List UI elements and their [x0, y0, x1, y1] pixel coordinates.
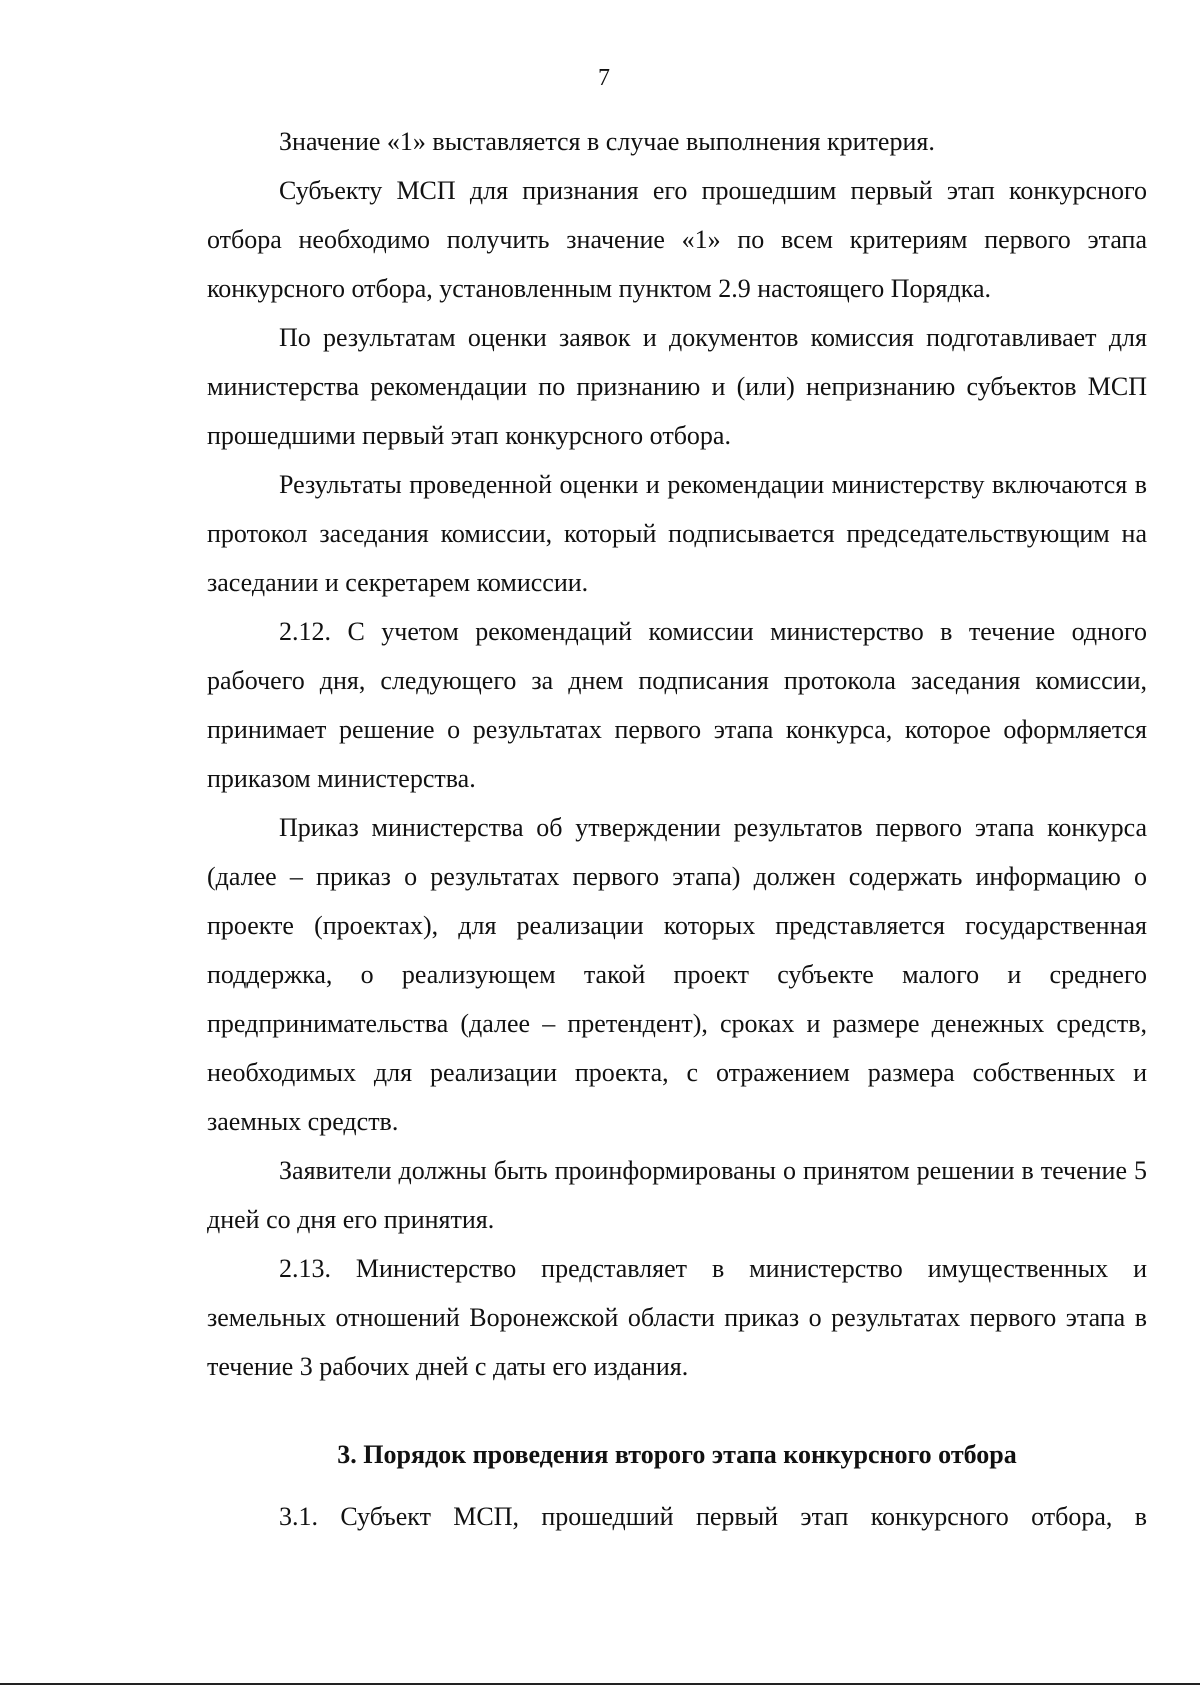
document-body: [207, 117, 1147, 1541]
section-3-heading: 3. Порядок проведения второго этапа конкурсного отбора: [337, 1440, 1017, 1469]
paragraph-applicants-notified: Заявители должны быть проинформированы о принятом решении в течение 5 дней со дня его принятия.: [207, 1156, 1147, 1234]
bottom-rule: [0, 1683, 1200, 1685]
paragraph-evaluation-protocol: Результаты проведенной оценки и рекомендации министерству включаются в протокол заседания комиссии, который подписывается председательствующим на заседании и секретарем комиссии.: [207, 470, 1147, 597]
paragraph-ministry-order: Приказ министерства об утверждении результатов первого этапа конкурса (далее – приказ о результатах первого этапа) должен содержать информацию о проекте (проектах), для реализации которых представляется государственная поддержка, о реализующем такой проект субъекте малого и среднего предпринимательства (далее – претендент), сроках и размере денежных средств, необходимых для реализации проекта, с отражением размера собственных и заемных средств.: [207, 813, 1147, 1136]
paragraph-clause-3-1: 3.1. Субъект МСП, прошедший первый этап конкурсного отбора, в: [279, 1502, 1147, 1531]
paragraph-clause-2-12: 2.12. С учетом рекомендаций комиссии министерство в течение одного рабочего дня, следующего за днем подписания протокола заседания комиссии, принимает решение о результатах первого этапа конкурса, которое оформляется приказом министерства.: [207, 617, 1147, 793]
paragraph-msp-first-stage: Субъекту МСП для признания его прошедшим первый этап конкурсного отбора необходимо получить значение «1» по всем критериям первого этапа конкурсного отбора, установленным пунктом 2.9 настоящего Порядка.: [207, 176, 1147, 303]
paragraph-clause-2-13: 2.13. Министерство представляет в министерство имущественных и земельных отношений Воронежской области приказ о результатах первого этапа в течение 3 рабочих дней с даты его издания.: [207, 1254, 1147, 1381]
page-number: 7: [598, 65, 610, 91]
paragraph-commission-recommendations: По результатам оценки заявок и документов комиссия подготавливает для министерства рекомендации по признанию и (или) непризнанию субъектов МСП прошедшими первый этап конкурсного отбора.: [207, 323, 1147, 450]
paragraph-criterion-value: Значение «1» выставляется в случае выполнения критерия.: [279, 127, 935, 156]
